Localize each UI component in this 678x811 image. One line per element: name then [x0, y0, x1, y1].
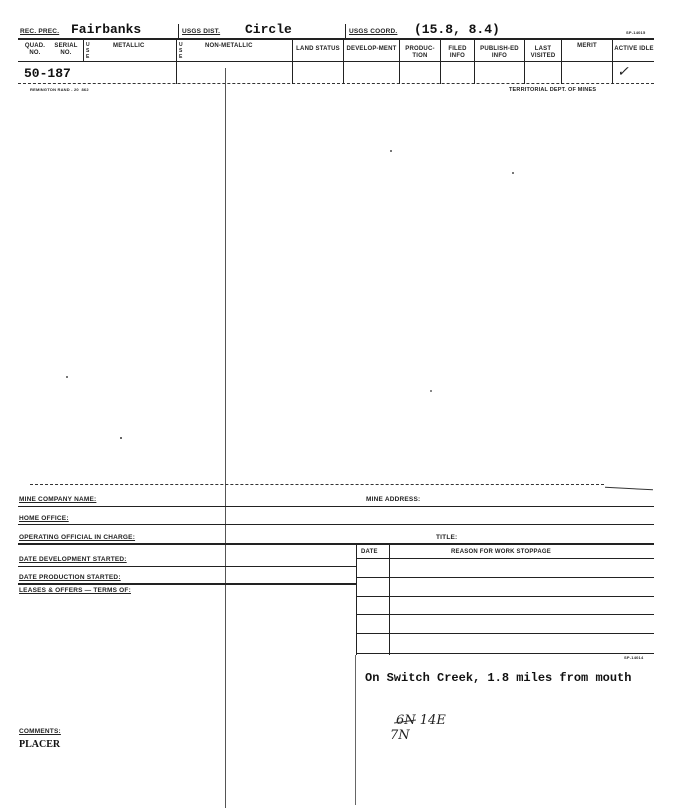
location-text: On Switch Creek, 1.8 miles from mouth: [365, 671, 632, 685]
comments-label: COMMENTS:: [19, 728, 61, 735]
mine-address-label: MINE ADDRESS:: [366, 496, 421, 503]
stoppage-date-col: DATE: [361, 549, 378, 555]
handwritten-range: 7N: [390, 728, 410, 743]
active-mark: ✓: [617, 64, 629, 80]
date-development-label: DATE DEVELOPMENT STARTED:: [19, 556, 127, 563]
lower-top-dash: [30, 484, 604, 485]
scan-speck: [512, 172, 514, 174]
col-divider: [399, 40, 400, 84]
operating-official-label: OPERATING OFFICIAL IN CHARGE:: [19, 534, 136, 541]
form-rule: [18, 543, 654, 545]
col-divider: [561, 40, 562, 84]
home-office-label: HOME OFFICE:: [19, 515, 69, 522]
mine-company-name-label: MINE COMPANY NAME:: [19, 496, 97, 503]
col-divider: [176, 40, 177, 84]
usgs-dist-label: USGS DIST.: [182, 28, 221, 35]
stoppage-divider: [356, 545, 357, 655]
form-rule: [18, 566, 356, 567]
stoppage-rule: [356, 596, 654, 597]
lower-fold-line: [355, 655, 356, 805]
scan-speck: [66, 376, 68, 378]
col-published-info: PUBLISH-ED INFO: [480, 46, 519, 59]
col-divider: [440, 40, 441, 84]
comments-value: PLACER: [19, 739, 61, 750]
col-merit: MERIT: [577, 43, 597, 49]
leases-label: LEASES & OFFERS — TERMS OF:: [19, 587, 131, 594]
col-active-idle: ACTIVE IDLE: [614, 46, 654, 52]
scan-speck: [390, 150, 392, 152]
col-filed-info: FILED INFO: [448, 46, 467, 59]
form-rule: [18, 524, 654, 525]
header-divider-2: [345, 24, 346, 40]
col-divider: [83, 40, 84, 62]
header-divider-1: [178, 24, 179, 40]
col-last-visited: LAST VISITED: [530, 46, 556, 59]
col-divider: [474, 40, 475, 84]
col-divider: [292, 40, 293, 84]
stoppage-rule: [356, 653, 654, 654]
col-development: DEVELOP-MENT: [346, 46, 397, 52]
printer-line: [30, 87, 89, 92]
usgs-coord-value: (15.8, 8.4): [414, 22, 500, 37]
col-use-nonmetallic: USE: [179, 42, 183, 60]
dept-label: TERRITORIAL DEPT. OF MINES: [509, 87, 597, 93]
stoppage-rule: [356, 633, 654, 634]
header-bottom-dash: [18, 83, 654, 84]
col-metallic: METALLIC: [113, 43, 145, 49]
stoppage-divider: [389, 545, 390, 655]
scan-speck: [430, 390, 432, 392]
col-use-metallic: USE: [86, 42, 90, 60]
col-quad-no: QUAD. NO.: [24, 43, 46, 56]
fold-line: [225, 68, 226, 808]
date-production-label: DATE PRODUCTION STARTED:: [19, 574, 121, 581]
col-production: PRODUC-TION: [405, 46, 435, 59]
header-mid-rule: [18, 61, 654, 62]
usgs-coord-label: USGS COORD.: [349, 28, 398, 35]
col-divider: [524, 40, 525, 84]
curl-line: [605, 487, 653, 491]
printer-code: 862: [81, 87, 89, 92]
col-non-metallic: NON-METALLIC: [205, 43, 253, 49]
col-serial-no: SERIAL NO.: [54, 43, 78, 56]
col-divider: [612, 40, 613, 84]
header-top-rule: [18, 38, 654, 40]
form-number-2: SP-14014: [624, 655, 644, 660]
title-label: TITLE:: [436, 534, 458, 541]
form-rule: [18, 506, 654, 507]
printer-name: REMINGTON RAND - 20: [30, 87, 79, 92]
usgs-dist-value: Circle: [245, 22, 292, 37]
form-rule: [18, 583, 356, 585]
stoppage-rule: [356, 614, 654, 615]
handwritten-township: 6N 14E: [396, 713, 446, 728]
stoppage-rule: [356, 577, 654, 578]
stoppage-rule: [356, 558, 654, 559]
col-divider: [343, 40, 344, 84]
rec-prec-label: REC. PREC.: [20, 28, 60, 35]
rec-prec-value: Fairbanks: [71, 22, 142, 37]
quad-serial-value: 50-187: [24, 66, 71, 81]
form-number: SP-14015: [626, 30, 646, 35]
col-land-status: LAND STATUS: [296, 46, 340, 52]
stoppage-reason-col: REASON FOR WORK STOPPAGE: [451, 549, 551, 555]
scan-speck: [120, 437, 122, 439]
